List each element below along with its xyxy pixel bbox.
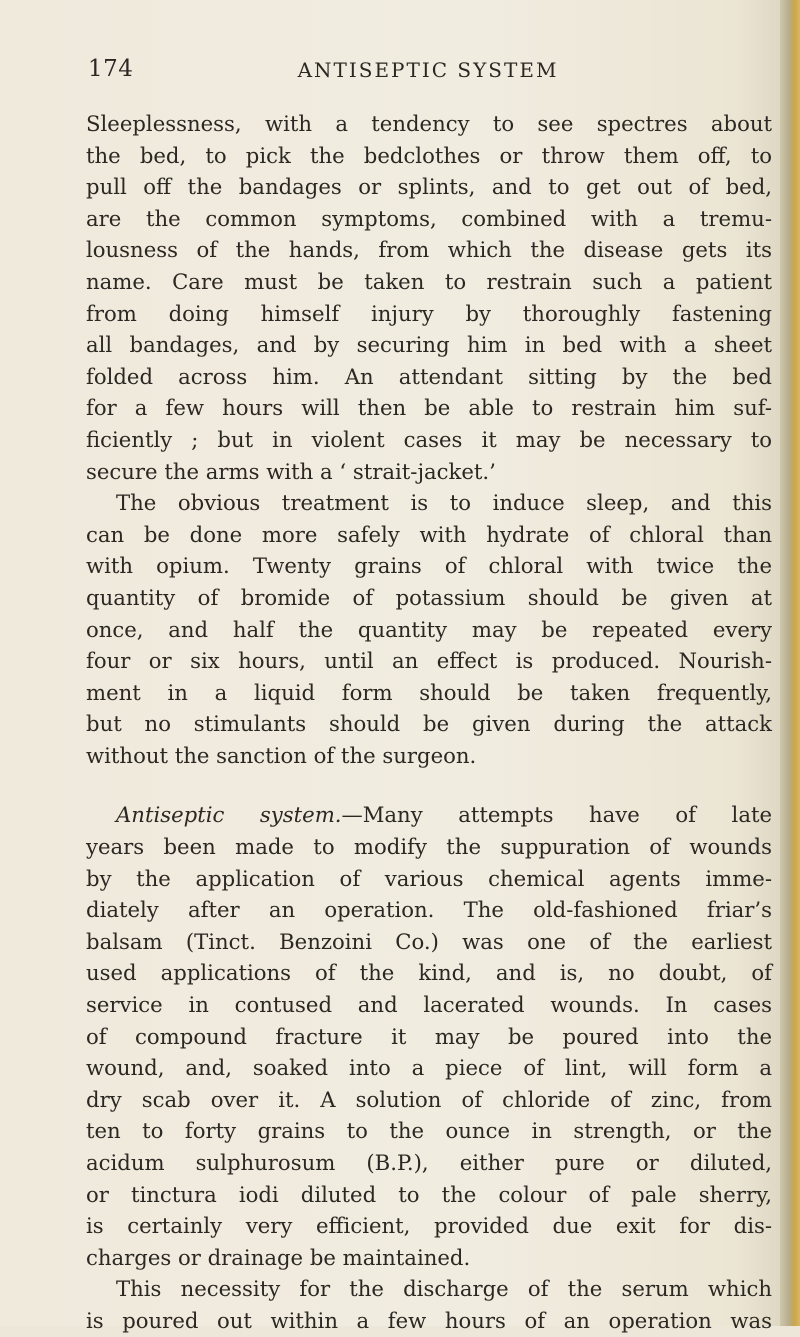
paragraph-delirium-symptoms [86,108,772,487]
text-line: pull off the bandages or splints, and to get out of bed, [86,174,772,200]
text-line: for a few hours will then be able to restrain him suf- [86,395,772,421]
text-line: Sleeplessness, with a tendency to see spectres about [86,111,772,136]
text-line: four or six hours, until an effect is produced. Nourish- [86,648,772,674]
text-line: quantity of bromide of potassium should be given at [86,584,772,610]
text-line: service in contused and lacerated wounds. In cases [86,992,772,1018]
text-line: is certainly very efficient, provided due exit for dis- [86,1213,772,1239]
text-line: balsam (Tinct. Benzoini Co.) was one of the earliest [86,928,772,954]
text-line: wound, and, soaked into a piece of lint, will form a [86,1055,772,1081]
text-line: by the application of various chemical agents imme- [86,865,772,891]
text-line: all bandages, and by securing him in bed with a sheet [86,332,772,358]
text-line: This necessity for the discharge of the serum which [116,1276,772,1302]
text-line: ten to forty grains to the ounce in strength, or the [86,1118,772,1144]
text-line: charges or drainage be maintained. [86,1244,471,1270]
text-line: with opium. Twenty grains of chloral with twice the [86,553,772,579]
page-header [88,56,768,86]
paragraph-treatment [86,487,772,771]
text-line: lousness of the hands, from which the disease gets its [86,237,772,263]
text-line: can be done more safely with hydrate of chloral than [86,521,772,547]
page-number: 174 [88,56,134,82]
text-line: name. Care must be taken to restrain such a patient [86,268,772,294]
text-line: are the common symptoms, combined with a tremu- [86,205,772,231]
text-line: folded across him. An attendant sitting by the bed [86,363,772,389]
section-gap [86,771,772,799]
text-line: ment in a liquid form should be taken frequently, [86,679,772,705]
text-line: ficiently ; but in violent cases it may be necessary to [86,426,772,452]
text-line: is poured out within a few hours of an operation was [86,1307,772,1333]
body-text [86,108,772,1337]
paragraph-serum-discharge [86,1273,772,1336]
page-edge [780,0,800,1326]
text-line: from doing himself injury by thoroughly fastening [86,300,772,326]
text-line: secure the arms with a ‘ strait-jacket.’ [86,458,496,484]
section-heading: Antiseptic system. [116,802,342,828]
text-line: years been made to modify the suppuration of wounds [86,834,772,860]
text-run: —Many attempts have of late [341,802,772,828]
running-head: ANTISEPTIC SYSTEM [297,58,559,82]
text-line: or tinctura iodi diluted to the colour of pale sherry, [86,1181,772,1207]
text-line: diately after an operation. The old-fashioned friar’s [86,897,772,923]
text-line [86,799,772,831]
text-line: without the sanction of the surgeon. [86,742,477,768]
text-line: acidum sulphurosum (B.P.), either pure or diluted, [86,1150,772,1175]
paragraph-antiseptic-system [86,799,772,1273]
text-line: once, and half the quantity may be repeated every [86,616,772,642]
text-line: The obvious treatment is to induce sleep, and this [116,490,772,516]
text-line: used applications of the kind, and is, no doubt, of [86,960,772,986]
text-line: of compound fracture it may be poured into the [86,1023,772,1049]
text-line: dry scab over it. A solution of chloride of zinc, from [86,1086,772,1112]
text-line: the bed, to pick the bedclothes or throw them off, to [86,142,772,168]
text-line: but no stimulants should be given during the attack [86,711,772,737]
